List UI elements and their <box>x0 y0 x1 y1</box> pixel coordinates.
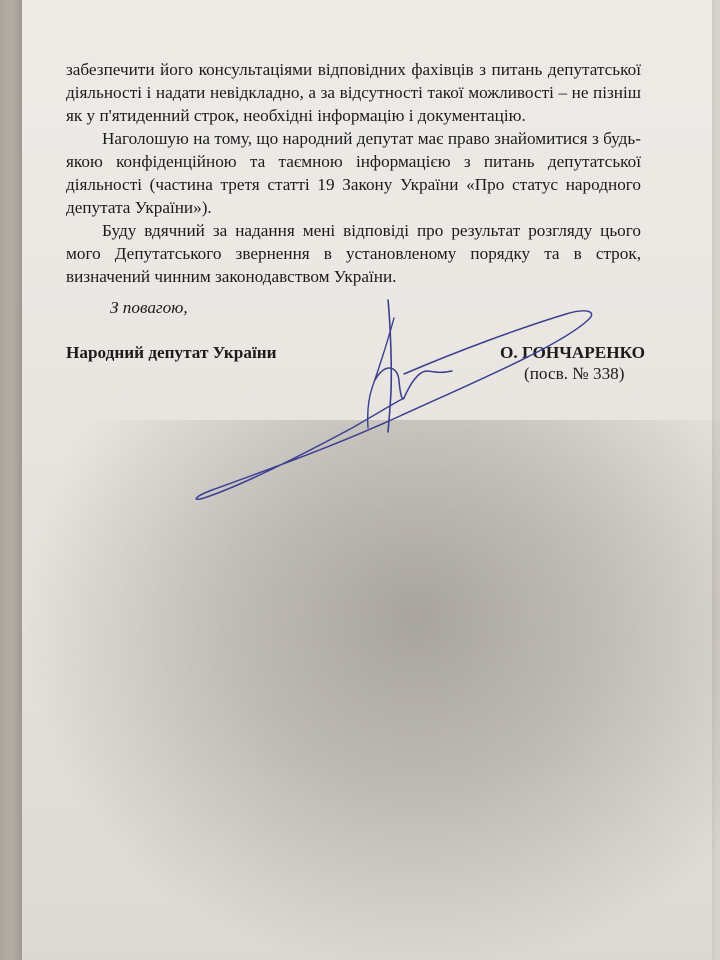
signer-name: О. ГОНЧАРЕНКО <box>500 343 645 362</box>
paragraph-3: Буду вдячний за надання мені відповіді про результат розгляду цього мого Депутатського звернення в установленому порядку та в строк, визначений чинним законодавством України. <box>66 221 641 286</box>
paragraph-2: Наголошую на тому, що народний депутат має право знайомитися з будь-якою конфіденційною та таємною інформацією з питань депутатської діяльності (частина третя статті 19 Закону України «Про статус народного депутата України»). <box>66 129 641 217</box>
certificate-number: (посв. № 338) <box>524 364 625 383</box>
paragraph-1: забезпечити його консультаціями відповідних фахівців з питань депутатської діяльності і надати невідкладно, а за відсутності такої можливості – не пізніш як у п'ятиденний строк, необхідні інформацію і документацію. <box>66 60 641 125</box>
letter-body <box>66 58 641 288</box>
closing-salutation: З повагою, <box>110 298 188 317</box>
signer-title: Народний депутат України <box>66 343 277 362</box>
